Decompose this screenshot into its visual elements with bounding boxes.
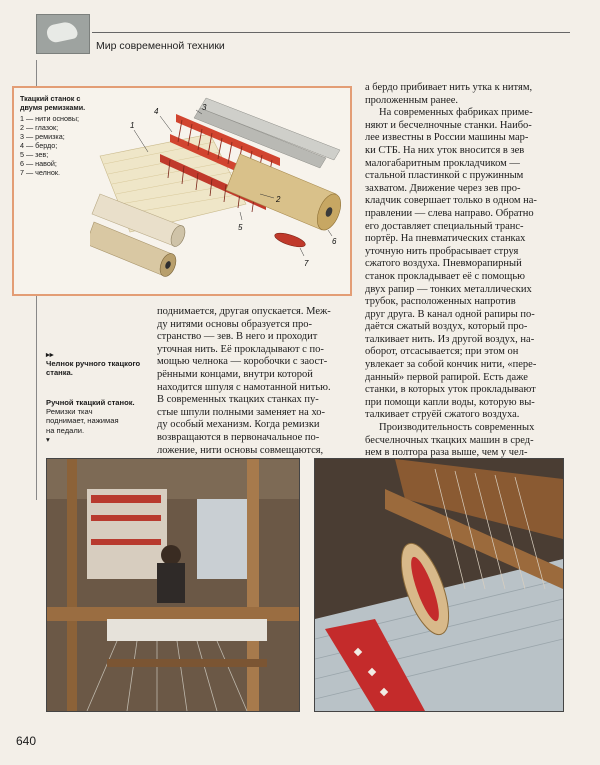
hand-loom-caption-line: Ремизки ткач (46, 407, 93, 417)
caption-down-arrow: ▾ (46, 434, 50, 444)
text-line: лее известны в России машины мар- (365, 132, 529, 144)
text-line: портёр. На пневматических станках (365, 233, 526, 245)
legend-item: 1 — нити основы; (20, 114, 80, 123)
text-line: а бердо прибивает нить утка к нитям, (365, 82, 533, 93)
text-line: странство — зев. В него и проходит (157, 331, 318, 343)
hand-loom-caption-title: Ручной ткацкий станок. (46, 398, 135, 407)
text-line: увлекает за собой кончик нити, «пере- (365, 359, 537, 371)
legend-item: 3 — ремизка; (20, 132, 65, 141)
text-line: ки СТБ. На них уток вносится в зев (365, 144, 525, 156)
hand-loom-photo (46, 458, 300, 712)
text-line: рёнными концами, внутри которой (157, 368, 313, 380)
callout-label: 3 (202, 103, 207, 112)
text-line: талкивает струёй сжатого воздуха. (365, 409, 520, 421)
text-line: трубок, расположенных напротив (365, 296, 516, 308)
figure-caption (20, 94, 86, 177)
text-line: уточная нить. Её прокладывают с по- (157, 343, 324, 355)
text-line: оборот, отсасывается; при этом он (365, 346, 519, 358)
text-line: правлении — слева направо. Обратно (365, 207, 534, 219)
text-line: даётся сжатый воздух, который про- (365, 321, 528, 333)
page-number: 640 (16, 734, 37, 748)
text-line: сжатого воздуха. Пневморапирный (365, 258, 522, 270)
callout-label: 5 (238, 223, 243, 232)
text-line: ду особый механизм. Когда ремизки (157, 419, 320, 431)
text-line: кладчик совершает только в одном на- (365, 195, 537, 207)
hand-loom-caption-line: на педали. (46, 425, 85, 435)
text-line: при помощи капли воды, которую вы- (365, 396, 535, 408)
hand-loom-caption-line: поднимает, нажимая (46, 416, 119, 426)
shuttle-caption-text: Челнок ручного ткацкого станка. (46, 359, 141, 378)
text-line: станок прокладывает её с помощью (365, 270, 526, 282)
legend-item: 7 — челнок. (20, 168, 60, 177)
text-line: Производительность современных (379, 422, 535, 434)
shuttle-caption (46, 350, 146, 378)
section-title: Мир современной техники (96, 40, 225, 52)
text-column-left (157, 306, 347, 457)
loom-diagram-figure (12, 86, 352, 296)
text-line: находится шпуля с намотанной нитью. (157, 381, 331, 393)
text-line: ду нитями основы образуется про- (157, 318, 312, 330)
text-line: станки, в которых уток прокладывают (365, 384, 536, 396)
legend-item: 2 — глазок; (20, 123, 59, 132)
text-line: няют и бесчелночные станки. Наибо- (365, 119, 532, 131)
hand-loom-caption (46, 398, 150, 444)
text-line: проложенным ранее. (365, 94, 459, 106)
figure-caption-title: Ткацкий станок с двумя ремизками. (20, 94, 86, 112)
callout-label: 4 (154, 107, 159, 116)
text-column-right (365, 82, 571, 485)
text-line: ложение, нити основы совмещаются, (157, 444, 324, 456)
shuttle-photo (314, 458, 564, 712)
text-line: поднимается, другая опускается. Меж- (157, 306, 331, 317)
text-line: друг друга. В канал одной рапиры по- (365, 308, 535, 320)
text-line: стальной пластинкой с пружинным (365, 170, 524, 182)
shuttle-icon (273, 230, 307, 249)
text-line: стые шпули полными заменяет на хо- (157, 406, 326, 418)
callout-label: 6 (332, 237, 337, 246)
text-line: На современных фабриках приме- (379, 107, 533, 119)
callout-label: 1 (130, 121, 135, 130)
text-line: бесчелночных ткацких машин в сред- (365, 434, 534, 446)
caption-arrows: ▸▸ (46, 350, 54, 359)
section-icon (36, 14, 90, 54)
text-line: малогабаритным прокладчиком — (365, 157, 520, 169)
text-line: возвращаются в первоначальное по- (157, 431, 320, 443)
text-line: талкивает нить. Из другой воздух, на- (365, 333, 535, 345)
callout-label: 2 (276, 195, 281, 204)
legend-item: 4 — бердо; (20, 141, 58, 150)
text-line: нем в полтора раза выше, чем у чел- (365, 447, 528, 459)
loom-illustration (90, 94, 348, 290)
callout-label: 7 (304, 259, 309, 268)
text-line: В современных ткацких станках пу- (157, 394, 319, 406)
text-line: уточную нить пробрасывает струя (365, 245, 519, 257)
text-line: данный» первой рапирой. Есть даже (365, 371, 528, 383)
text-line: захватом. Движение через зев про- (365, 182, 521, 194)
text-line: мощью челнока — коробочки с заост- (157, 356, 328, 368)
text-line: двух рапир — тонких металлических (365, 283, 532, 295)
header-rule (92, 32, 570, 33)
legend-item: 6 — навой; (20, 159, 57, 168)
legend-item: 5 — зев; (20, 150, 49, 159)
text-line: его доставляет специальный транс- (365, 220, 524, 232)
